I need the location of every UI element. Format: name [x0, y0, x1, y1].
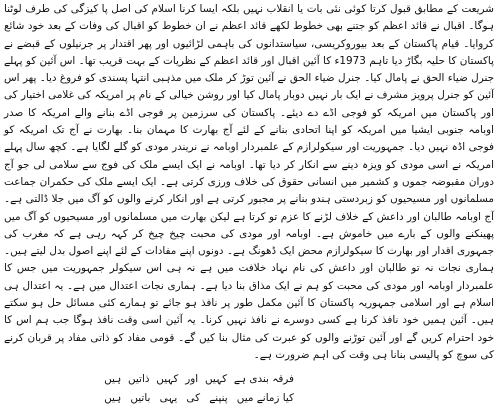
verse-word: ہیں — [104, 373, 122, 385]
verse-word: پنپنے — [209, 392, 228, 404]
verse-word: کیا زمانے میں — [236, 392, 294, 404]
article-page — [4, 0, 494, 412]
verse-line-2 — [104, 390, 294, 406]
verse-word: باتیں — [130, 392, 151, 404]
verse-word: کہیں — [204, 373, 228, 385]
verse-word: یہی — [159, 392, 178, 404]
verse-word: کی — [186, 392, 201, 404]
verse-word: ہیں — [104, 392, 122, 404]
verse-word: فرقہ بندی ہے — [233, 373, 294, 385]
verse-word: اور — [185, 373, 199, 385]
verse-line-1 — [104, 371, 294, 387]
verse-word: ذاتیں — [128, 373, 150, 385]
article-paragraph: شریعت کے مطابق قبول کرتا کوئی نئی بات یا انقلاب نہیں بلکہ ایسا کرنا اسلام کی اصل پا کیزگی کی طرف لوٹنا ہوگا۔ اقبال نے قائد اعظم کو جتنے بھی خطوط لکھے قائد اعظم نے ان خطوط کو اقبال کی وفات کے بعد خود شائع کروایا۔ قیام پاکستان کے بعد بیوروکریسی، سیاستدانوں کی باہمی لڑائیوں اور پھر اقتدار پر جرنیلوں کے قبضے نے پاکستان کا حلیہ بگاڑ دیا تاہم 1973ء کا آئین اقبال اور قائد اعظم کے نظریات کے بہت قریب تھا۔ اس آئین کو پہلے جنرل ضیاء الحق نے پامال کیا۔ جنرل ضیاء الحق نے آئین توڑ کر ملک میں مذہبی انتہا پسندی کو فروغ دیا۔ پھر اس آئین کو جنرل پرویز مشرف نے ایک بار نہیں دوبار پامال کیا اور روشن خیالی کے نام پر امریکہ کی غلامی اختیار کی اور پاکستان میں امریکہ کو فوجی اڈے دے دیئے۔ پاکستان کی سرزمین پر فوجی اڈے بنانے والے امریکہ کا صدر اوبامہ جنوبی ایشیا میں امریکہ کو اپنا اتحادی بنانے کے لئے آج بھارت کا مہمان بنا۔ بھارت نے آج تک امریکہ کو فوجی اڈہ نہیں دیا۔ جمہوریت اور سیکولرازم کے علمبردار اوبامہ نے نریندر مودی کو گلے لگایا ہے۔ کچھ سال پہلے امریکہ نے اسی مودی کو ویزہ دینے سے انکار کر دیا تھا۔ اوبامہ نے ایک ایسے ملک کی فوج سے سلامی لی جو آج دوران مقبوضہ جموں و کشمیر میں انسانی حقوق کی خلاف ورزی کرتی ہے۔ ایک ایسے ملک کی حکمران جماعت مسلمانوں اور مسیحیوں کو زبردستی ہندو بنانے پر مجبور کرتی ہے اور انکار کرنے والوں کو آگ میں جلا ڈالتی ہے۔ آج اوبامہ طالبان اور داعش کے خلاف لڑنے کا عزم تو کرتا ہے لیکن بھارت میں مسلمانوں اور مسیحیوں کو آگ میں پھینکنے والوں کے بارے میں خاموش ہے۔ اوبامہ اور مودی کی محبت چیخ چیخ کر کہہ رہی ہے کہ مغرب کی جمہوری اقدار اور بھارت کا سیکولرازم محض ایک ڈھونگ ہے۔ دونوں اپنے مفادات کے لئے اپنے اصول بدل لیتے ہیں۔ ہماری نجات نہ تو طالبان اور داعش کی نام نہاد خلافت میں ہے نہ ہی اس سیکولر جمہوریت میں جس کا علمبردار اوبامہ اور مودی کی محبت کو ہم نے ایک مذاق بنا دیا ہے۔ ہماری نجات اعتدال میں ہے۔ یہ اعتدال ہی اسلام ہے اور اسلامی جمہوریہ پاکستان کا آئین مکمل طور پر نافذ ہو جائے تو ہمارے کئی مسائل حل ہو سکتے ہیں۔ آئین ہمیں خود نافذ کرنا ہے کسی دوسرے نے نافذ نہیں کرنا۔ یہ آئین اسی وقت نافذ ہوگا جب ہم اس کا خود احترام کریں گے اور آئین توڑنے والوں کو عبرت کی مثال بنا کیں گے۔ قومی مفاد کو ذاتی مفاد پر قربان کرنے کی سوچ کو پالیسی بنانا ہی وقت کی اہم ضرورت ہے۔ — [4, 3, 494, 361]
verse-word: کہیں — [156, 373, 179, 385]
